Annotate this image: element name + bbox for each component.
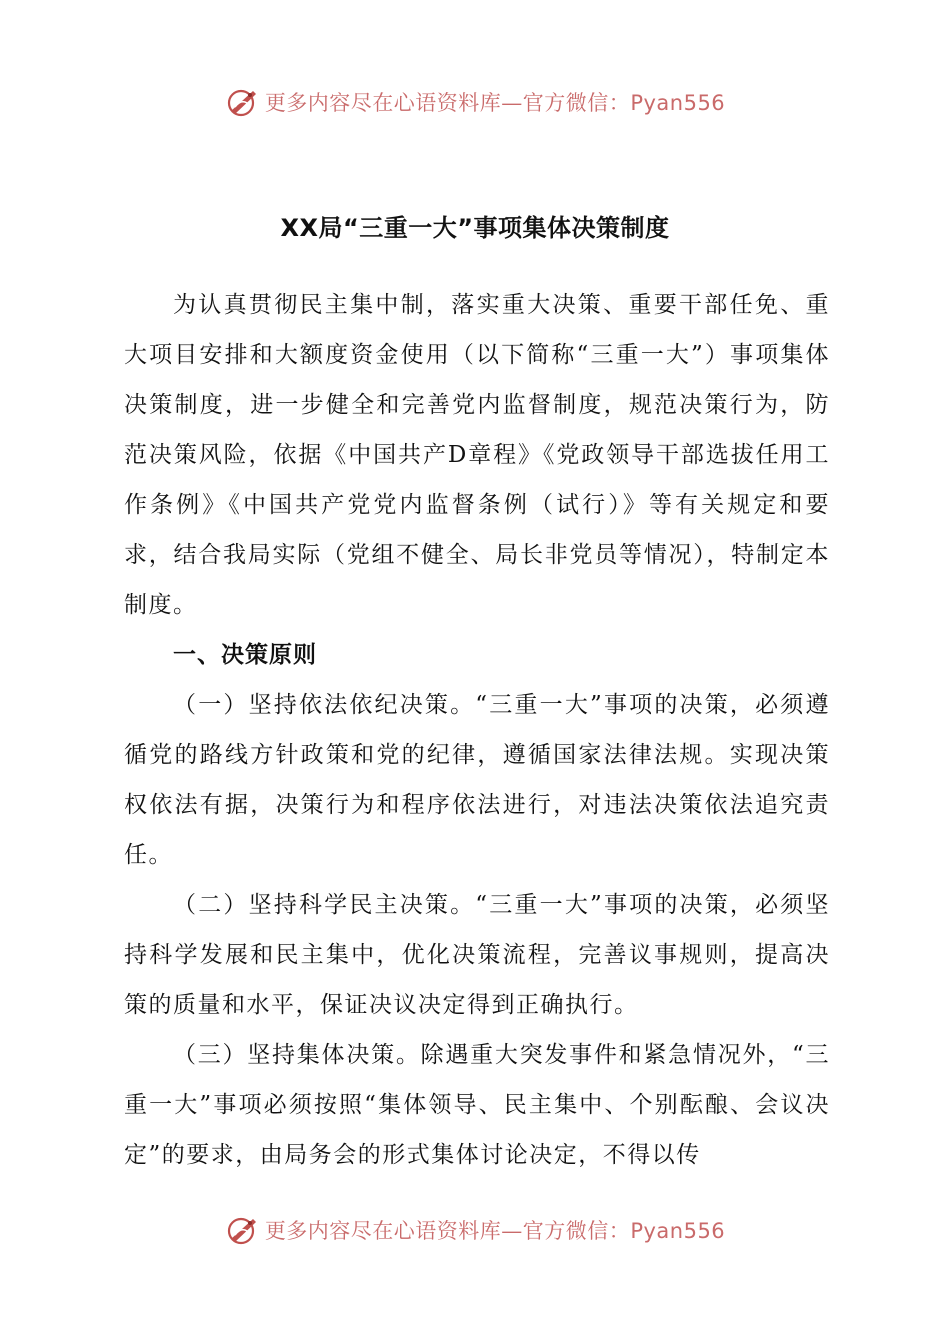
principle-paragraph-1: （一）坚持依法依纪决策。“三重一大”事项的决策，必须遵循党的路线方针政策和党的纪律，遵循国家法律法规。实现决策权依法有据，决策行为和程序依法进行，对违法决策依法追究责任。 [124,692,830,868]
footer-wechat-id: Pyan556 [630,1219,726,1243]
footer-banner-text: 更多内容尽在心语资料库—官方微信：Pyan556 [264,1219,726,1243]
document-body [124,280,830,1180]
pen-logo-icon [225,1213,259,1247]
header-wechat-id: Pyan556 [630,91,726,115]
header-banner-text: 更多内容尽在心语资料库—官方微信：Pyan556 [264,91,726,115]
footer-banner [0,1208,950,1252]
document-title: XX局“三重一大”事项集体决策制度 [280,214,670,242]
principle-paragraph-3: （三）坚持集体决策。除遇重大突发事件和紧急情况外，“三重一大”事项必须按照“集体领导、民主集中、个别酝酿、会议决定”的要求，由局务会的形式集体讨论决定，不得以传 [124,1042,830,1168]
pen-logo-icon [225,85,259,119]
intro-paragraph: 为认真贯彻民主集中制，落实重大决策、重要干部任免、重大项目安排和大额度资金使用（以下简称“三重一大”）事项集体决策制度，进一步健全和完善党内监督制度，规范决策行为，防范决策风险，依据《中国共产D章程》《党政领导干部选拔任用工作条例》《中国共产党党内监督条例（试行）》等有关规定和要求，结合我局实际（党组不健全、局长非党员等情况），特制定本制度。 [124,292,830,618]
principle-paragraph-2: （二）坚持科学民主决策。“三重一大”事项的决策，必须坚持科学发展和民主集中，优化决策流程，完善议事规则，提高决策的质量和水平，保证决议决定得到正确执行。 [124,892,830,1018]
section-heading: 一、决策原则 [173,642,317,668]
header-banner [0,80,950,124]
